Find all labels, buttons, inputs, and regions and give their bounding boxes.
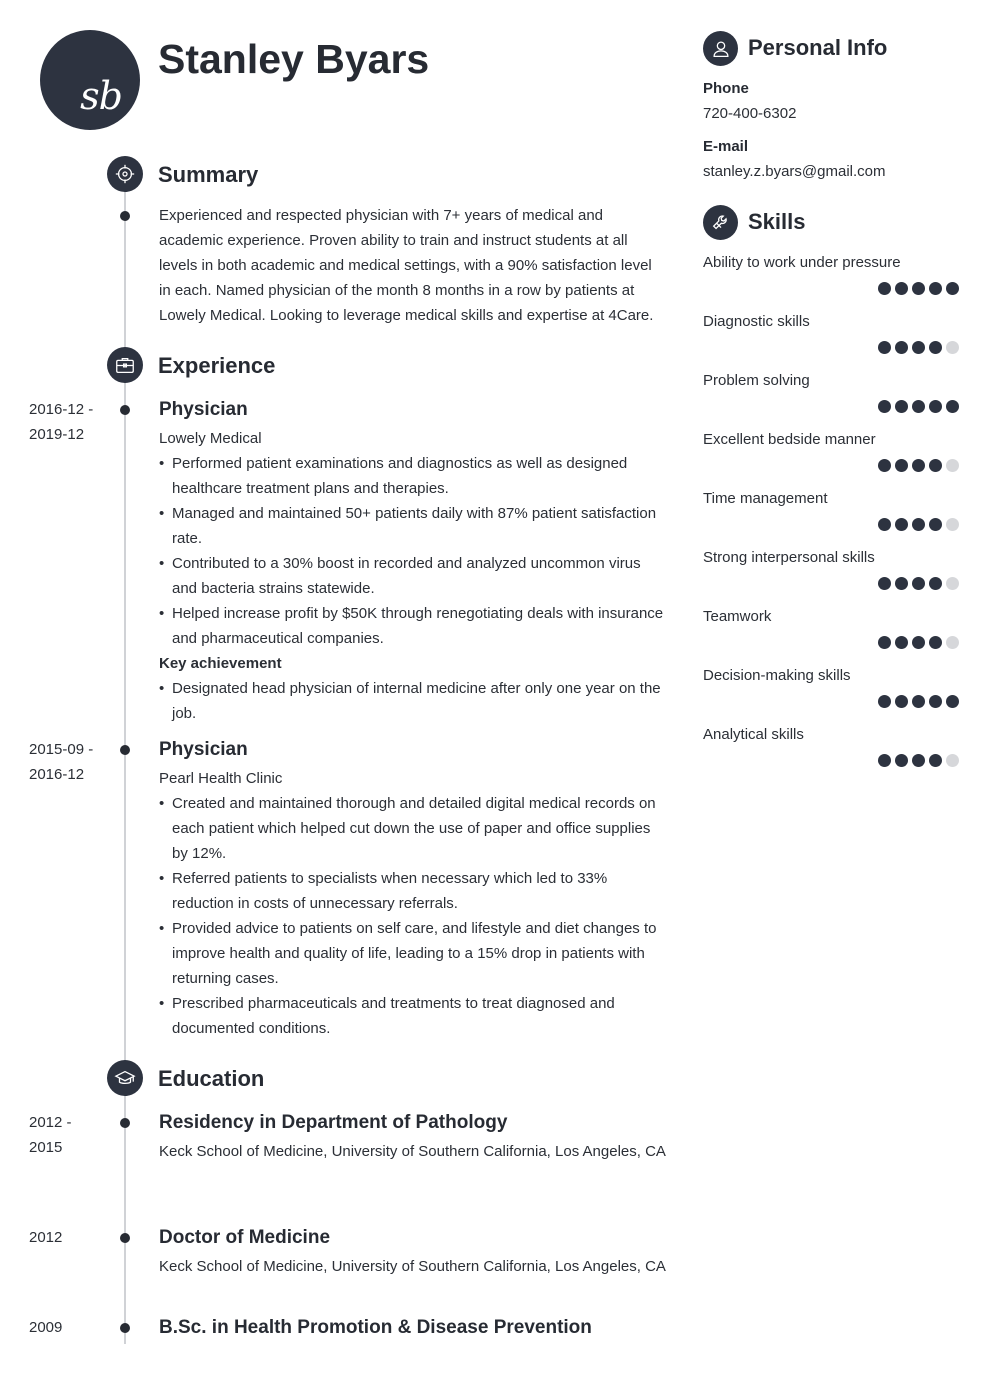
skill-name: Decision-making skills [703, 667, 851, 684]
rating-dot-filled [895, 400, 908, 413]
rating-dot-filled [912, 341, 925, 354]
education-date [29, 1110, 109, 1160]
personal-info-heading: Personal Info [748, 35, 888, 60]
rating-dot-filled [946, 400, 959, 413]
skill-rating [878, 400, 959, 413]
summary-heading: Summary [158, 162, 259, 187]
skill-rating [878, 518, 959, 531]
job-date-end: 2019-12 [29, 426, 85, 443]
target-icon [107, 156, 143, 192]
list-item: • Performed patient examinations and diagnostics as well as designed healthcare treatment plans and therapies. [159, 451, 667, 501]
rating-dot-filled [912, 459, 925, 472]
rating-dot-filled [912, 400, 925, 413]
job-entry [159, 738, 667, 1041]
list-item: • Provided advice to patients on self care, and lifestyle and diet changes to improve health and quality of life, leading to a 15% drop in patients with returning cases. [159, 916, 667, 991]
job-date [29, 397, 109, 447]
rating-dot-filled [946, 282, 959, 295]
rating-dot-empty [946, 577, 959, 590]
skill-name: Excellent bedside manner [703, 431, 876, 448]
phone-value[interactable]: 720-400-6302 [703, 105, 797, 122]
skill-rating [878, 282, 959, 295]
skill-rating [878, 459, 959, 472]
job-date [29, 737, 109, 787]
rating-dot-filled [895, 636, 908, 649]
rating-dot-filled [895, 754, 908, 767]
list-item: • Contributed to a 30% boost in recorded and analyzed uncommon virus and bacteria strains statewide. [159, 551, 667, 601]
skill-name: Problem solving [703, 372, 810, 389]
rating-dot-filled [895, 341, 908, 354]
rating-dot-filled [878, 459, 891, 472]
rating-dot-filled [912, 282, 925, 295]
phone-label: Phone [703, 80, 749, 97]
timeline-dot [120, 405, 130, 415]
graduation-cap-icon [107, 1060, 143, 1096]
education-entry [159, 1111, 667, 1164]
list-item: • Managed and maintained 50+ patients daily with 87% patient satisfaction rate. [159, 501, 667, 551]
rating-dot-filled [878, 754, 891, 767]
rating-dot-filled [929, 341, 942, 354]
skill-rating [878, 695, 959, 708]
rating-dot-filled [895, 459, 908, 472]
education-date: 2009 [29, 1319, 63, 1336]
skill-name: Analytical skills [703, 726, 804, 743]
skill-rating [878, 577, 959, 590]
education-date-end: 2015 [29, 1139, 63, 1156]
timeline-dot [120, 1233, 130, 1243]
job-date-start: 2016-12 - [29, 401, 94, 418]
timeline-dot [120, 1118, 130, 1128]
rating-dot-empty [946, 754, 959, 767]
education-heading: Education [158, 1066, 265, 1091]
rating-dot-filled [912, 577, 925, 590]
rating-dot-filled [912, 636, 925, 649]
key-achievement-label: Key achievement [159, 655, 282, 672]
rating-dot-filled [878, 695, 891, 708]
rating-dot-filled [878, 577, 891, 590]
job-entry [159, 398, 667, 726]
job-title: Physician [159, 399, 248, 420]
skill-name: Time management [703, 490, 828, 507]
rating-dot-filled [929, 400, 942, 413]
rating-dot-filled [878, 636, 891, 649]
skill-name: Strong interpersonal skills [703, 549, 875, 566]
rating-dot-empty [946, 341, 959, 354]
rating-dot-filled [895, 518, 908, 531]
rating-dot-filled [929, 754, 942, 767]
education-school: Keck School of Medicine, University of Southern California, Los Angeles, CA [159, 1258, 666, 1275]
job-company: Lowely Medical [159, 430, 262, 447]
education-degree: B.Sc. in Health Promotion & Disease Prevention [159, 1317, 592, 1338]
rating-dot-filled [929, 282, 942, 295]
rating-dot-filled [912, 518, 925, 531]
timeline-dot [120, 1323, 130, 1333]
list-item: • Designated head physician of internal medicine after only one year on the job. [159, 676, 667, 726]
rating-dot-filled [878, 400, 891, 413]
rating-dot-filled [929, 518, 942, 531]
skills-heading: Skills [748, 209, 806, 234]
candidate-name: Stanley Byars [158, 36, 430, 82]
rating-dot-empty [946, 636, 959, 649]
list-item: • Prescribed pharmaceuticals and treatments to treat diagnosed and documented conditions. [159, 991, 667, 1041]
skill-name: Ability to work under pressure [703, 254, 901, 271]
rating-dot-filled [912, 695, 925, 708]
avatar [40, 30, 140, 130]
rating-dot-filled [929, 459, 942, 472]
avatar-initials: sb [80, 74, 122, 118]
rating-dot-filled [929, 577, 942, 590]
rating-dot-filled [946, 695, 959, 708]
timeline-dot [120, 211, 130, 221]
education-entry [159, 1316, 667, 1340]
email-label: E-mail [703, 138, 749, 155]
education-school: Keck School of Medicine, University of Southern California, Los Angeles, CA [159, 1143, 666, 1160]
experience-heading: Experience [158, 353, 276, 378]
rating-dot-filled [912, 754, 925, 767]
job-title: Physician [159, 739, 248, 760]
skill-rating [878, 341, 959, 354]
rating-dot-empty [946, 518, 959, 531]
user-icon [703, 31, 738, 66]
job-company: Pearl Health Clinic [159, 770, 283, 787]
skill-rating [878, 636, 959, 649]
rating-dot-filled [895, 282, 908, 295]
tools-icon [703, 205, 738, 240]
rating-dot-filled [878, 282, 891, 295]
education-date: 2012 [29, 1229, 63, 1246]
job-bullets [159, 451, 667, 651]
list-item: • Created and maintained thorough and detailed digital medical records on each patient which helped cut down the use of paper and office supplies by 12%. [159, 791, 667, 866]
education-date-start: 2012 - [29, 1114, 72, 1131]
rating-dot-filled [929, 695, 942, 708]
job-date-start: 2015-09 - [29, 741, 94, 758]
skill-name: Teamwork [703, 608, 772, 625]
timeline-dot [120, 745, 130, 755]
education-degree: Residency in Department of Pathology [159, 1112, 508, 1133]
list-item: • Referred patients to specialists when necessary which led to 33% reduction in costs of unnecessary referrals. [159, 866, 667, 916]
skill-rating [878, 754, 959, 767]
email-value[interactable]: stanley.z.byars@gmail.com [703, 163, 886, 180]
briefcase-icon [107, 347, 143, 383]
rating-dot-filled [929, 636, 942, 649]
key-achievement-bullets [159, 676, 667, 726]
job-bullets [159, 791, 667, 1041]
rating-dot-filled [895, 695, 908, 708]
education-degree: Doctor of Medicine [159, 1227, 331, 1248]
summary-text: Experienced and respected physician with 7+ years of medical and academic experience. Proven ability to train and instruct students at all levels in both academic and medical settings, with a 90% satisfaction level in each. Named physician of the month 8 months in a row by patients at Lowely Medical. Looking to leverage medical skills and expertise at 4Care. [159, 207, 654, 324]
list-item: • Helped increase profit by $50K through renegotiating deals with insurance and pharmaceutical companies. [159, 601, 667, 651]
rating-dot-empty [946, 459, 959, 472]
rating-dot-filled [895, 577, 908, 590]
education-entry [159, 1226, 667, 1279]
skill-name: Diagnostic skills [703, 313, 810, 330]
job-date-end: 2016-12 [29, 766, 85, 783]
rating-dot-filled [878, 341, 891, 354]
rating-dot-filled [878, 518, 891, 531]
